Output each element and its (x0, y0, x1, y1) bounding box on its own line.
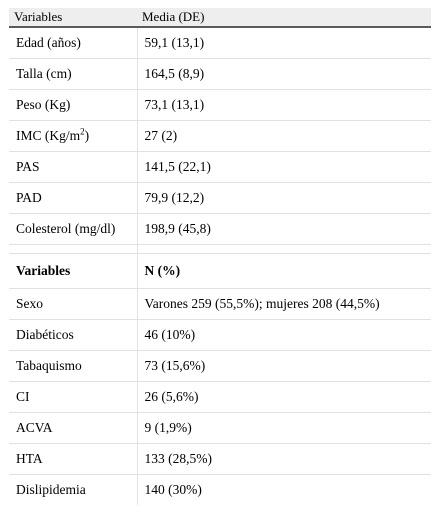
header-variables: Variables (9, 8, 137, 27)
descriptive-statistics-table (9, 8, 431, 505)
table-header (9, 8, 431, 27)
row-value: 73 (15,6%) (137, 351, 431, 382)
row-value: 73,1 (13,1) (137, 90, 431, 121)
table-row (9, 214, 431, 245)
row-label: ACVA (9, 413, 137, 444)
row-value: 198,9 (45,8) (137, 214, 431, 245)
table-row (9, 121, 431, 152)
subheader-variables: Variables (9, 254, 137, 289)
data-table-container (9, 8, 431, 505)
imc-label-main: IMC (Kg/m (16, 128, 81, 143)
row-label (9, 121, 137, 152)
row-label: Peso (Kg) (9, 90, 137, 121)
row-value: 141,5 (22,1) (137, 152, 431, 183)
header-row (9, 8, 431, 27)
row-label: Tabaquismo (9, 351, 137, 382)
row-value: 140 (30%) (137, 475, 431, 506)
row-label: PAD (9, 183, 137, 214)
row-label: HTA (9, 444, 137, 475)
row-label: Talla (cm) (9, 59, 137, 90)
imc-label-end: ) (84, 128, 90, 143)
table-row (9, 320, 431, 351)
table-row (9, 382, 431, 413)
row-value: 59,1 (13,1) (137, 27, 431, 59)
table-row (9, 183, 431, 214)
table-row (9, 27, 431, 59)
row-value: 27 (2) (137, 121, 431, 152)
row-label: Sexo (9, 289, 137, 320)
spacer-cell (9, 245, 137, 254)
table-row (9, 444, 431, 475)
row-label: Colesterol (mg/dl) (9, 214, 137, 245)
row-value: 164,5 (8,9) (137, 59, 431, 90)
row-value: 26 (5,6%) (137, 382, 431, 413)
header-media-de: Media (DE) (137, 8, 431, 27)
row-label: Dislipidemia (9, 475, 137, 506)
table-row (9, 90, 431, 121)
table-row (9, 413, 431, 444)
row-value: 79,9 (12,2) (137, 183, 431, 214)
subheader-n-percent: N (%) (137, 254, 431, 289)
table-row (9, 59, 431, 90)
row-label: CI (9, 382, 137, 413)
subheader-row (9, 254, 431, 289)
row-label: Edad (años) (9, 27, 137, 59)
table-row (9, 351, 431, 382)
row-label: Diabéticos (9, 320, 137, 351)
section-spacer (9, 245, 431, 254)
row-value: Varones 259 (55,5%); mujeres 208 (44,5%) (137, 289, 431, 320)
table-row (9, 475, 431, 506)
table-row (9, 152, 431, 183)
row-value: 133 (28,5%) (137, 444, 431, 475)
row-value: 46 (10%) (137, 320, 431, 351)
table-row (9, 289, 431, 320)
row-value: 9 (1,9%) (137, 413, 431, 444)
row-label: PAS (9, 152, 137, 183)
table-body (9, 27, 431, 505)
spacer-cell (137, 245, 431, 254)
imc-label-superscript: 2 (80, 126, 85, 137)
